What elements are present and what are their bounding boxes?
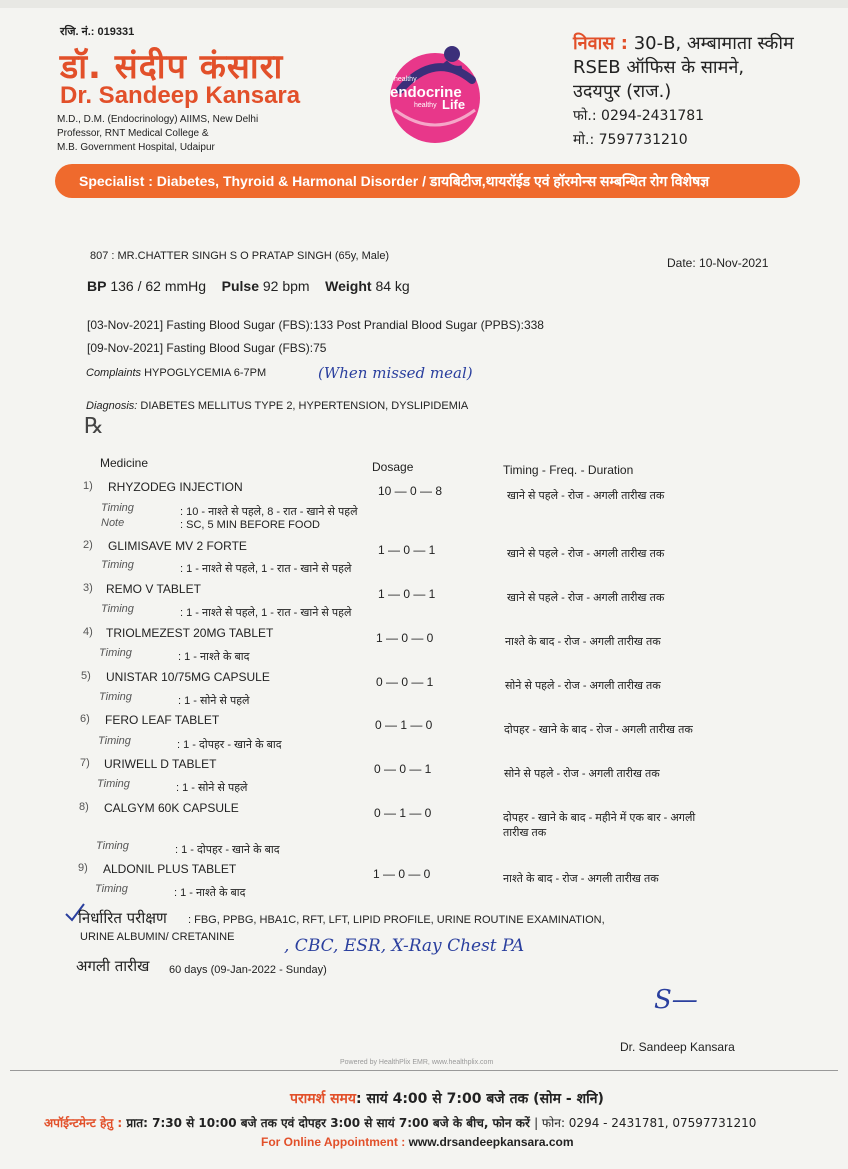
medicine-frequency: नाश्ते के बाद - रोज - अगली तारीख तक [505,636,661,648]
medicine-frequency: दोपहर - खाने के बाद - रोज - अगली तारीख तक [504,724,693,736]
medicine-dosage: 10 — 0 — 8 [378,484,443,498]
tests-label: निर्धारित परीक्षण [78,909,167,927]
medicine-dosage: 1 — 0 — 0 [376,631,434,645]
medicine-frequency: सोने से पहले - रोज - अगली तारीख तक [504,768,660,780]
medicine-frequency: खाने से पहले - रोज - अगली तारीख तक [507,548,665,560]
fbs-label: Fasting Blood Sugar (FBS): [166,341,314,355]
tests-list-line-2: URINE ALBUMIN/ CRETANINE [80,931,235,943]
timing-label: Timing [95,883,128,895]
consult-value: : सायं 4:00 से 7:00 बजे तक (सोम - शनि) [356,1091,604,1107]
medicine-timing: : 10 - नाश्ते से पहले, 8 - रात - खाने से पहले [180,506,358,518]
qualification-line: M.D., D.M. (Endocrinology) AIIMS, New Delhi [57,114,259,125]
medicine-dosage: 0 — 0 — 1 [374,762,432,776]
diagnosis-row [86,400,468,412]
diagnosis-label: Diagnosis: [86,400,138,412]
rx-symbol: ℞ [84,414,104,439]
medicine-frequency: खाने से पहले - रोज - अगली तारीख तक [507,592,665,604]
pulse-value: 92 bpm [262,278,310,294]
specialist-banner: Specialist : Diabetes, Thyroid & Harmonal Disorder / डायबिटीज,थायरॉईड एवं हॉरमोन्स सम्बन्धित रोग विशेषज्ञ [55,164,800,198]
fbs-value: 133 [313,318,334,332]
lab-result-2 [87,341,326,355]
address-line-1: 30-B, अम्बामाता स्कीम [633,33,794,54]
registration-number: रजि. नं.: 019331 [60,26,135,38]
prescription-date: Date: 10-Nov-2021 [667,256,769,270]
medicine-dosage: 0 — 0 — 1 [376,675,434,689]
timing-label: Timing [101,502,134,514]
complaints-handwritten-note: (When missed meal) [318,364,473,382]
appointment-label: अपॉईन्टमेन्ट हेतु : [44,1116,123,1130]
medicine-number: 7) [80,757,90,769]
medicine-dosage: 1 — 0 — 0 [373,867,431,881]
doctor-name-hindi: डॉ. संदीप कंसारा [60,47,284,87]
signature: S— [654,985,698,1015]
medicine-name: UNISTAR 10/75MG CAPSULE [106,670,270,684]
consult-label: परामर्श समय [290,1091,357,1107]
medicine-dosage: 0 — 1 — 0 [374,806,432,820]
complaints-label: Complaints [86,367,142,379]
appointment-phone: | फोन: 0294 - 2431781, 07597731210 [534,1116,757,1130]
lab-result-1 [87,318,544,332]
logo-healthy-top: healthy [394,76,417,83]
next-visit-value: 60 days (09-Jan-2022 - Sunday) [169,964,327,976]
medicine-number: 8) [79,801,89,813]
medicine-timing: : 1 - दोपहर - खाने के बाद [177,739,282,751]
page-top-edge [0,0,848,8]
ppbs-label: Post Prandial Blood Sugar (PPBS): [336,318,524,332]
medicine-timing: : 1 - सोने से पहले [178,695,250,707]
appointment-hours: प्रात: 7:30 से 10:00 बजे तक एवं दोपहर 3:00 से सायं 7:00 बजे के बीच, फोन करें [126,1116,530,1130]
online-appointment [261,1135,574,1149]
medicine-number: 2) [83,539,93,551]
medicine-number: 1) [83,480,93,492]
note-label: Note [101,517,125,529]
bp-unit: mmHg [164,278,207,294]
bp-value: 136 / 62 [110,278,161,294]
medicine-name: ALDONIL PLUS TABLET [103,862,237,876]
doctor-qualifications [57,113,297,155]
medicine-dosage: 1 — 0 — 1 [378,587,436,601]
phone-number: 0294-2431781 [601,108,705,124]
weight-label: Weight [325,278,372,294]
tests-handwritten: , CBC, ESR, X-Ray Chest PA [284,936,525,956]
weight-value: 84 kg [375,278,410,294]
medicine-number: 4) [83,626,93,638]
medicine-frequency: नाश्ते के बाद - रोज - अगली तारीख तक [503,873,659,885]
ppbs-value: 338 [523,318,544,332]
medicine-frequency: खाने से पहले - रोज - अगली तारीख तक [507,490,665,502]
logo-endocrine-text: endocrine [390,84,462,101]
diagnosis-value: DIABETES MELLITUS TYPE 2, HYPERTENSION, DYSLIPIDEMIA [140,400,469,412]
medicine-frequency: दोपहर - खाने के बाद - महीने में एक बार - अगली [503,812,696,824]
complaints-value: HYPOGLYCEMIA 6-7PM [144,367,267,379]
medicine-frequency-cont: तारीख तक [503,827,547,839]
consult-hours [290,1089,604,1108]
lab-date: [03-Nov-2021] [87,318,164,332]
medicine-timing: : 1 - नाश्ते के बाद [174,887,246,899]
logo-life-text: Life [442,97,466,112]
qualification-line: M.B. Government Hospital, Udaipur [57,142,215,153]
medicine-timing: : 1 - दोपहर - खाने के बाद [175,844,280,856]
mobile-number: 7597731210 [598,132,688,148]
appointment-row [44,1114,756,1131]
medicine-timing: : 1 - नाश्ते से पहले, 1 - रात - खाने से पहले [180,607,352,619]
fbs-label: Fasting Blood Sugar (FBS): [166,318,314,332]
timing-label: Timing [101,559,134,571]
timing-label: Timing [98,735,131,747]
vitals-row [87,278,410,294]
medicine-name: FERO LEAF TABLET [105,713,220,727]
timing-label: Timing [97,778,130,790]
timing-label: Timing [99,691,132,703]
medicine-number: 9) [78,862,88,874]
medicine-name: URIWELL D TABLET [104,757,217,771]
medicine-note: : SC, 5 MIN BEFORE FOOD [180,519,320,531]
address-label: निवास : [573,33,628,54]
qualification-line: Professor, RNT Medical College & [57,128,209,139]
tests-list-line-1: : FBG, PPBG, HBA1C, RFT, LFT, LIPID PROFILE, URINE ROUTINE EXAMINATION, [188,914,605,926]
powered-by: Powered by HealthPlix EMR, www.healthplix.com [340,1059,494,1066]
medicine-name: REMO V TABLET [106,582,201,596]
timing-label: Timing [99,647,132,659]
medicine-timing: : 1 - नाश्ते से पहले, 1 - रात - खाने से पहले [180,563,352,575]
medicine-name: GLIMISAVE MV 2 FORTE [108,539,247,553]
bp-label: BP [87,278,107,294]
pulse-label: Pulse [221,278,259,294]
complaints-row [86,367,266,379]
timing-label: Timing [96,840,129,852]
medicine-timing: : 1 - नाश्ते के बाद [178,651,250,663]
signature-name: Dr. Sandeep Kansara [620,1040,735,1054]
mobile-label: मो.: [573,132,595,148]
clinic-address [573,32,794,152]
col-header-medicine: Medicine [100,456,149,470]
medicine-number: 3) [83,582,93,594]
phone-label: फो.: [573,108,597,124]
online-url[interactable]: www.drsandeepkansara.com [408,1135,574,1149]
col-header-timing: Timing - Freq. - Duration [503,463,634,477]
medicine-name: RHYZODEG INJECTION [108,480,243,494]
online-label: For Online Appointment : [261,1135,406,1149]
doctor-name-english: Dr. Sandeep Kansara [60,82,301,109]
medicine-name: CALGYM 60K CAPSULE [104,801,239,815]
logo-healthy-sub: healthy [414,102,437,109]
patient-line: 807 : MR.CHATTER SINGH S O PRATAP SINGH (65y, Male) [90,250,390,262]
timing-label: Timing [101,603,134,615]
address-line-2: RSEB ऑफिस के सामने, [573,57,745,78]
medicine-timing: : 1 - सोने से पहले [176,782,248,794]
footer-divider [10,1070,838,1071]
medicine-name: TRIOLMEZEST 20MG TABLET [106,626,274,640]
next-visit-label: अगली तारीख [76,957,150,975]
medicine-number: 5) [81,670,91,682]
lab-date: [09-Nov-2021] [87,341,164,355]
medicine-number: 6) [80,713,90,725]
medicine-frequency: सोने से पहले - रोज - अगली तारीख तक [505,680,661,692]
medicine-dosage: 1 — 0 — 1 [378,543,436,557]
address-line-3: उदयपुर (राज.) [573,81,672,102]
endocrine-logo [380,40,490,148]
fbs-value: 75 [313,341,327,355]
medicine-dosage: 0 — 1 — 0 [375,718,433,732]
col-header-dosage: Dosage [372,460,414,474]
